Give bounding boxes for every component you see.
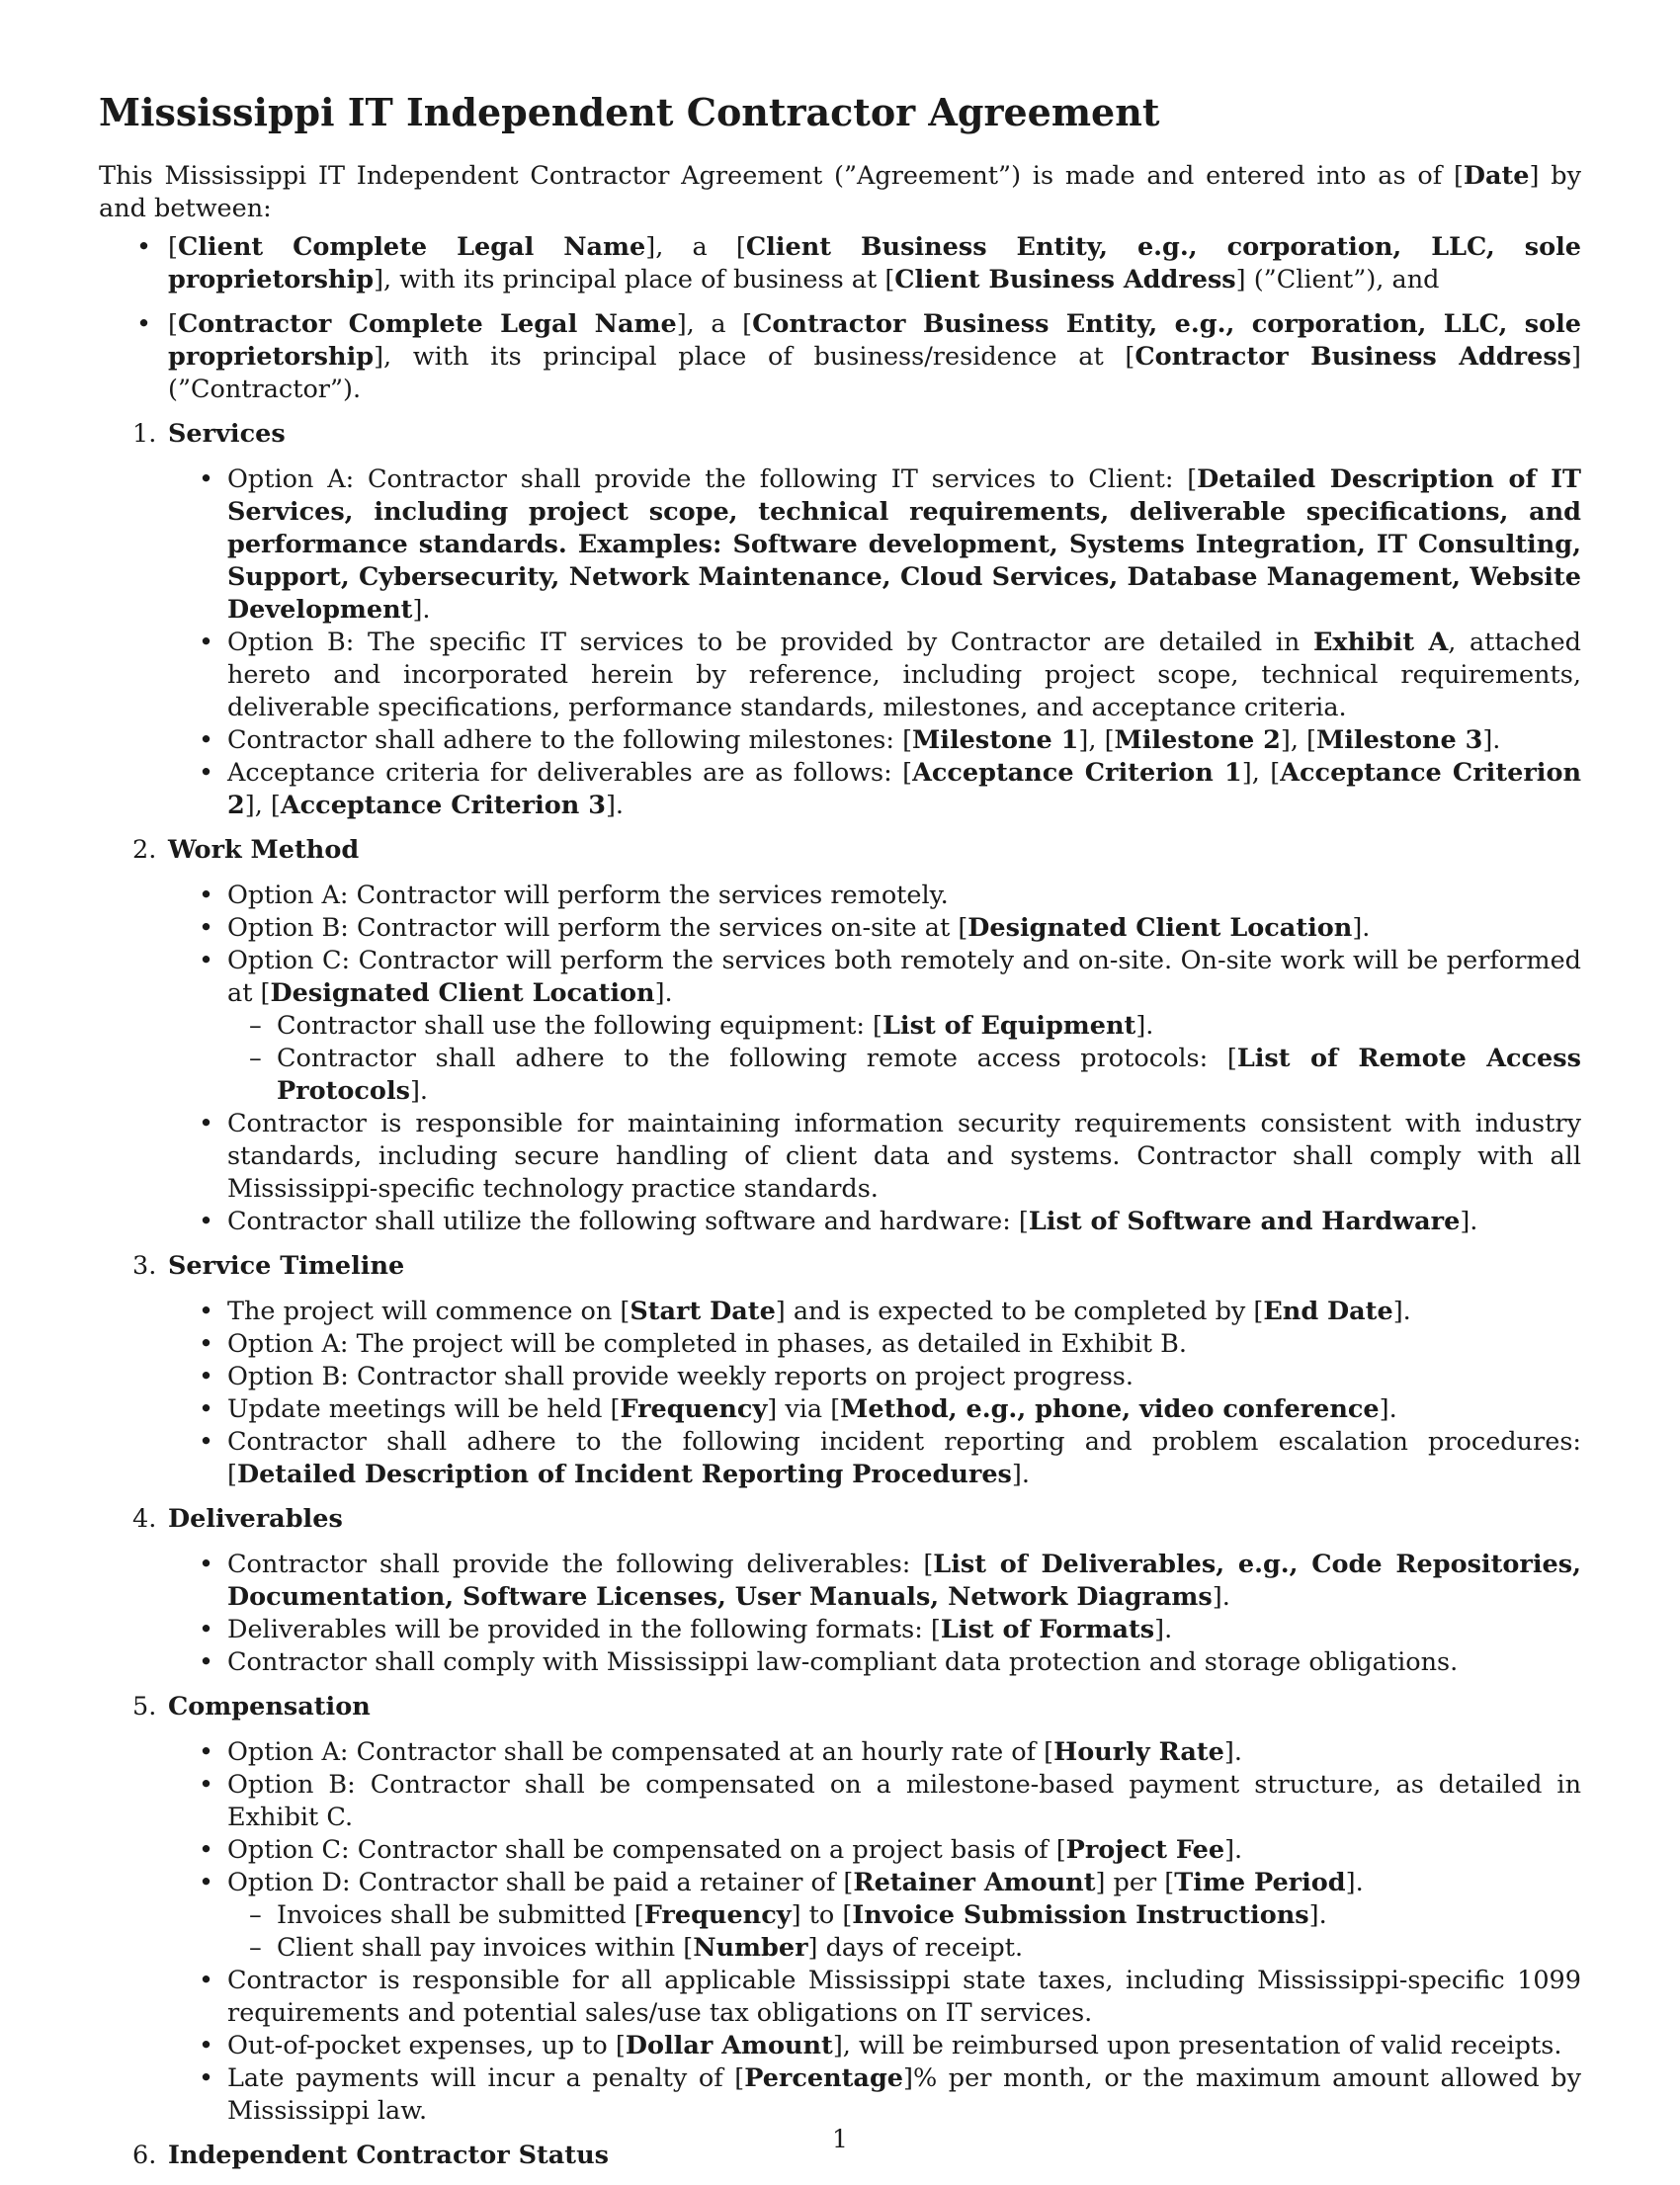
text-run: Client shall pay invoices within [	[277, 1933, 694, 1963]
text-run: ].	[409, 1076, 429, 1106]
section-title: Independent Contractor Status	[168, 2141, 609, 2170]
section	[99, 1503, 1581, 1679]
text-run: Contractor is responsible for all applicable Mississippi state taxes, including Mississippi-specific 1099 requirements and potential sales/use tax obligations on IT services.	[227, 1966, 1581, 2028]
section-title: Deliverables	[168, 1504, 343, 1534]
text-run: Acceptance criteria for deliverables are as follows: [	[227, 758, 913, 788]
placeholder-field: Time Period	[1174, 1868, 1346, 1897]
text-run: ], [	[244, 791, 281, 820]
section-items	[99, 880, 1581, 1238]
text-run: ] and is expected to be completed by [	[775, 1297, 1264, 1326]
section	[99, 834, 1581, 1238]
placeholder-field: Contractor Business Entity, e.g., corporation, LLC, sole proprietorship	[168, 309, 1581, 372]
section-items	[99, 1736, 1581, 2128]
list-item	[99, 1736, 1581, 1769]
section-title: Services	[168, 419, 286, 449]
placeholder-field: Acceptance Criterion 3	[280, 791, 606, 820]
text-run: ].	[1379, 1394, 1397, 1424]
section-heading	[99, 1503, 1581, 1536]
text-run: Contractor shall adhere to the following milestones: [	[227, 725, 913, 755]
list-item	[99, 1426, 1581, 1491]
list-item	[99, 880, 1581, 912]
text-run: The project will commence on [	[227, 1297, 630, 1326]
text-run: Late payments will incur a penalty of [	[227, 2063, 745, 2093]
section-heading	[99, 418, 1581, 451]
text-run: ] days of receipt.	[807, 1933, 1024, 1963]
placeholder-field: Milestone 1	[912, 725, 1079, 755]
list-item	[99, 1328, 1581, 1361]
list-item	[99, 1361, 1581, 1393]
page-number: 1	[832, 2125, 848, 2153]
list-item	[99, 1834, 1581, 1867]
section-number: 3.	[132, 1251, 157, 1281]
section-items	[99, 1549, 1581, 1679]
text-run: Option B: The specific IT services to be provided by Contractor are detailed in	[227, 628, 1313, 657]
placeholder-field: Retainer Amount	[853, 1868, 1096, 1897]
text-run: ].	[1482, 725, 1501, 755]
section-number: 2.	[132, 835, 157, 865]
placeholder-field: Number	[693, 1933, 808, 1963]
text-run: Invoices shall be submitted [	[277, 1900, 644, 1930]
sub-list-item	[99, 1932, 1581, 1965]
text-run: Update meetings will be held [	[227, 1394, 621, 1424]
placeholder-field: Hourly Rate	[1053, 1737, 1224, 1767]
text-run: ].	[1345, 1868, 1364, 1897]
list-item	[99, 2030, 1581, 2062]
text-run: Out-of-pocket expenses, up to [	[227, 2031, 626, 2060]
placeholder-field: Project Fee	[1065, 1835, 1225, 1865]
section-title: Compensation	[168, 1692, 371, 1722]
list-item	[99, 463, 1581, 627]
text-run: Option B: Contractor shall be compensated on a milestone-based payment structure, as detailed in Exhibit C.	[227, 1770, 1581, 1832]
text-run: ].	[1135, 1011, 1154, 1041]
text-run: Option B: Contractor shall provide weekly reports on project progress.	[227, 1362, 1134, 1391]
text-run: ], a [	[645, 232, 746, 262]
text-run: ].	[1224, 1835, 1243, 1865]
placeholder-field: Dollar Amount	[625, 2031, 833, 2060]
placeholder-field: Detailed Description of Incident Reporting Procedures	[236, 1460, 1012, 1489]
section-number: 6.	[132, 2141, 157, 2170]
text-run: ].	[1212, 1582, 1230, 1612]
placeholder-field: Client Business Entity, e.g., corporation, LLC, sole proprietorship	[168, 232, 1581, 294]
list-item	[99, 2062, 1581, 2128]
section-heading	[99, 1250, 1581, 1283]
section-title: Service Timeline	[168, 1251, 405, 1281]
text-run: Option A: Contractor shall provide the following IT services to Client: [	[227, 464, 1198, 494]
placeholder-field: Milestone 3	[1315, 725, 1483, 755]
text-run: Option D: Contractor shall be paid a retainer of [	[227, 1868, 854, 1897]
placeholder-field: Method, e.g., phone, video conference	[840, 1394, 1380, 1424]
placeholder-field: Invoice Submission Instructions	[852, 1900, 1309, 1930]
placeholder-field: Designated Client Location	[967, 913, 1353, 943]
section-title: Work Method	[168, 835, 360, 865]
text-run: ] per [	[1095, 1868, 1175, 1897]
text-run: Contractor shall adhere to the following incident reporting and problem escalation procedures: [	[227, 1427, 1581, 1489]
text-run: ].	[1460, 1207, 1478, 1236]
sub-list-item	[99, 1010, 1581, 1043]
text-run: ].	[1223, 1737, 1242, 1767]
text-run: Contractor shall adhere to the following remote access protocols: [	[277, 1044, 1237, 1073]
list-item	[99, 1206, 1581, 1238]
section-number: 5.	[132, 1692, 157, 1722]
sections-list	[99, 418, 1581, 2172]
text-run: ].	[605, 791, 624, 820]
text-run: ] (”Contractor”).	[168, 342, 1581, 404]
text-run: ]% per month, or the maximum amount allowed by Mississippi law.	[227, 2063, 1581, 2126]
text-run: ].	[1352, 913, 1371, 943]
placeholder-field: List of Equipment	[882, 1011, 1136, 1041]
list-item	[99, 1393, 1581, 1426]
text-run: Contractor shall use the following equipment: [	[277, 1011, 882, 1041]
text-run: ] to [	[791, 1900, 853, 1930]
text-run: ], [	[1078, 725, 1115, 755]
text-run: This Mississippi IT Independent Contractor Agreement (”Agreement”) is made and entered into as of [	[99, 161, 1464, 191]
text-run: ].	[1308, 1900, 1327, 1930]
document-page	[99, 79, 1581, 2185]
placeholder-field: Acceptance Criterion 2	[227, 758, 1582, 820]
text-run: ], with its principal place of business at [	[374, 265, 895, 294]
section-items	[99, 1296, 1581, 1491]
text-run: Option A: The project will be completed in phases, as detailed in Exhibit B.	[227, 1329, 1187, 1359]
list-item	[99, 1965, 1581, 2030]
placeholder-field: List of Software and Hardware	[1028, 1207, 1461, 1236]
text-run: ], will be reimbursed upon presentation of valid receipts.	[832, 2031, 1562, 2060]
text-run: Contractor shall provide the following deliverables: [	[227, 1550, 934, 1579]
section	[99, 1250, 1581, 1491]
sub-list-item	[99, 1899, 1581, 1932]
placeholder-field: Client Business Address	[894, 265, 1236, 294]
placeholder-field: Frequency	[643, 1900, 792, 1930]
text-run: ].	[1154, 1615, 1173, 1644]
sub-list-item	[99, 1043, 1581, 1108]
placeholder-field: List of Remote Access Protocols	[277, 1044, 1581, 1106]
text-run: ] (”Client”), and	[1235, 265, 1440, 294]
text-run: Deliverables will be provided in the following formats: [	[227, 1615, 941, 1644]
section-heading	[99, 1691, 1581, 1723]
list-item	[99, 1769, 1581, 1834]
section-number: 4.	[132, 1504, 157, 1534]
party-item	[99, 231, 1581, 296]
list-item	[99, 627, 1581, 724]
list-item	[99, 757, 1581, 822]
text-run: ], [	[1241, 758, 1281, 788]
list-item	[99, 1296, 1581, 1328]
text-run: Contractor is responsible for maintaining information security requirements consistent with industry standards, including secure handling of client data and systems. Contractor shall comply with all Mississippi-specific technology practice standards.	[227, 1109, 1581, 1204]
list-item	[99, 1614, 1581, 1646]
parties-list	[99, 231, 1581, 406]
placeholder-field: Designated Client Location	[270, 978, 655, 1008]
party-item	[99, 308, 1581, 406]
text-run: Option C: Contractor shall be compensated on a project basis of [	[227, 1835, 1066, 1865]
text-run: ], a [	[676, 309, 753, 339]
text-run: Contractor shall comply with Mississippi law-compliant data protection and storage obligations.	[227, 1647, 1459, 1677]
placeholder-field: Date	[1463, 161, 1530, 191]
placeholder-field: Client Complete Legal Name	[177, 232, 646, 262]
placeholder-field: Acceptance Criterion 1	[912, 758, 1242, 788]
text-run: Option C: Contractor will perform the services both remotely and on-site. On-site work will be performed at [	[227, 946, 1581, 1008]
list-item	[99, 1549, 1581, 1614]
text-run: [	[168, 232, 178, 262]
placeholder-field: Detailed Description of IT Services, including project scope, technical requirements, deliverable specifications, and performance standards. Examples: Software development, Systems Integration, IT Consulting, Support, Cybersecurity, Network Maintenance, Cloud Services, Database Management, Website Development	[227, 464, 1581, 625]
text-run: , attached hereto and incorporated herein by reference, including project scope, technical requirements, deliverable specifications, performance standards, milestones, and acceptance criteria.	[227, 628, 1581, 722]
text-run: Option B: Contractor will perform the services on-site at [	[227, 913, 968, 943]
placeholder-field: List of Formats	[940, 1615, 1155, 1644]
text-run: Option A: Contractor will perform the services remotely.	[227, 881, 949, 910]
text-run: ] via [	[767, 1394, 841, 1424]
placeholder-field: Contractor Business Address	[1134, 342, 1572, 372]
text-run: ].	[1011, 1460, 1030, 1489]
placeholder-field: Start Date	[630, 1297, 776, 1326]
document-title: Mississippi IT Independent Contractor Agreement	[99, 90, 1160, 134]
placeholder-field: Frequency	[620, 1394, 768, 1424]
placeholder-field: List of Deliverables, e.g., Code Repositories, Documentation, Software Licenses, User Manuals, Network Diagrams	[227, 1550, 1581, 1612]
text-run: ], [	[1280, 725, 1316, 755]
text-run: ].	[654, 978, 673, 1008]
list-item	[99, 912, 1581, 945]
section-heading	[99, 834, 1581, 867]
section-items	[99, 463, 1581, 822]
placeholder-field: End Date	[1263, 1297, 1393, 1326]
text-run: Contractor shall utilize the following software and hardware: [	[227, 1207, 1029, 1236]
text-run: ].	[412, 595, 431, 625]
section	[99, 418, 1581, 822]
text-run: ] by and between:	[99, 161, 1581, 223]
list-item	[99, 1867, 1581, 1899]
list-item	[99, 1646, 1581, 1679]
text-run: ], with its principal place of business/residence at [	[374, 342, 1135, 372]
text-run: ].	[1392, 1297, 1411, 1326]
placeholder-field: Contractor Complete Legal Name	[177, 309, 677, 339]
section	[99, 1691, 1581, 2128]
placeholder-field: Milestone 2	[1114, 725, 1281, 755]
section-number: 1.	[132, 419, 157, 449]
text-run: [	[168, 309, 178, 339]
intro-paragraph	[99, 160, 1581, 225]
text-run: Option A: Contractor shall be compensated at an hourly rate of [	[227, 1737, 1054, 1767]
placeholder-field: Exhibit A	[1312, 628, 1449, 657]
list-item	[99, 724, 1581, 757]
list-item	[99, 945, 1581, 1010]
placeholder-field: Percentage	[744, 2063, 903, 2093]
list-item	[99, 1108, 1581, 1206]
